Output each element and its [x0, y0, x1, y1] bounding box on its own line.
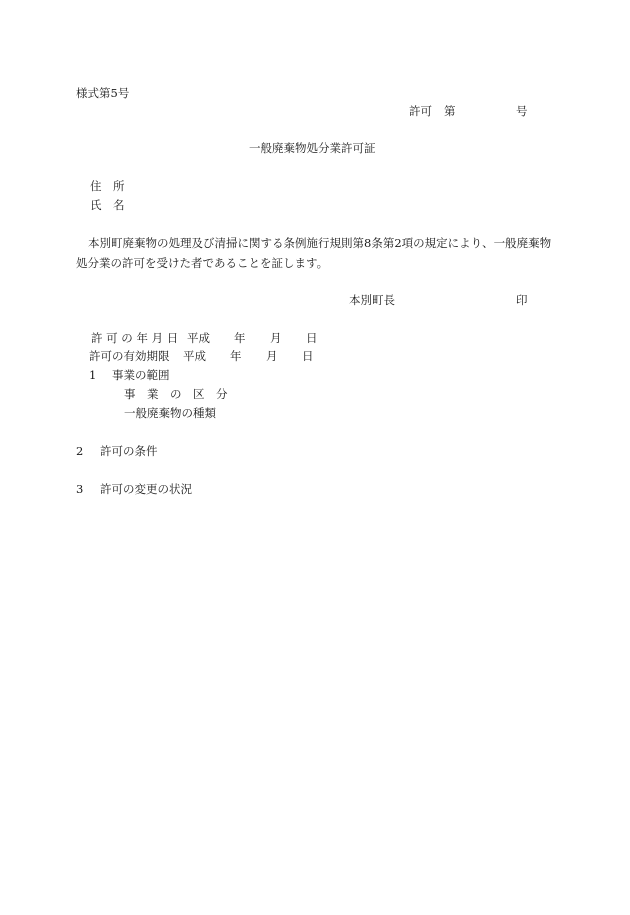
permit-date-day: 日 — [306, 331, 318, 345]
certification-paragraph — [76, 233, 554, 273]
form-number: 様式第5号 — [76, 86, 130, 100]
permit-date-month: 月 — [270, 331, 282, 345]
item2-number: 2 — [76, 444, 84, 458]
validity-day: 日 — [302, 349, 314, 363]
item1-label: 事業の範囲 — [112, 368, 170, 382]
waste-type-label: 一般廃棄物の種類 — [124, 406, 216, 420]
item2-label: 許可の条件 — [100, 444, 158, 458]
permit-date-era: 平成 — [187, 331, 210, 345]
item3-label: 許可の変更の状況 — [100, 482, 192, 496]
address-label: 住 所 — [90, 179, 125, 193]
name-label: 氏 名 — [90, 198, 125, 212]
document-title: 一般廃棄物処分業許可証 — [249, 141, 376, 155]
permit-date-label: 許 可 の 年 月 日 — [91, 331, 179, 345]
item3-number: 3 — [76, 482, 84, 496]
permit-date-year: 年 — [234, 331, 246, 345]
issuer-name: 本別町長 — [349, 293, 395, 307]
permit-dai: 第 — [444, 104, 456, 118]
validity-label: 許可の有効期限 — [89, 349, 170, 363]
issuer-seal: 印 — [516, 293, 528, 307]
certification-text: 本別町廃棄物の処理及び清掃に関する条例施行規則第8条第2項の規定により、一般廃棄物処分業の許可を受けた者であることを証します。 — [76, 236, 552, 270]
validity-month: 月 — [266, 349, 278, 363]
permit-prefix: 許可 — [409, 104, 432, 118]
permit-go: 号 — [516, 104, 528, 118]
validity-era: 平成 — [183, 349, 206, 363]
validity-year: 年 — [230, 349, 242, 363]
business-category-label: 事 業 の 区 分 — [124, 387, 228, 401]
item1-number: 1 — [89, 368, 97, 382]
